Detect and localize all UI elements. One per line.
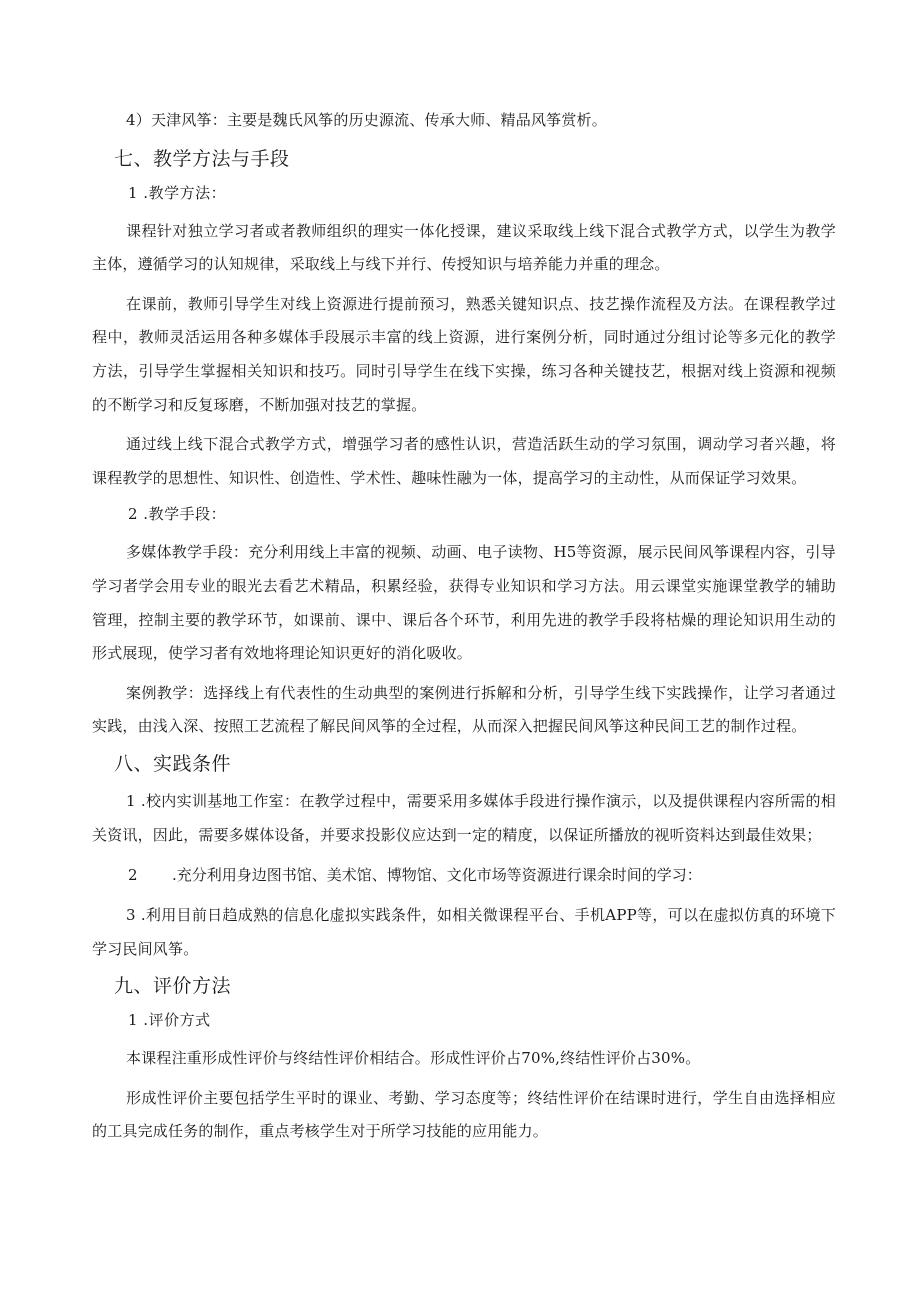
heading-practice-conditions: 八、实践条件 xyxy=(114,752,232,775)
paragraph-evaluation-detail: 形成性评价主要包括学生平时的课业、考勤、学习态度等；终结性评价在结课时进行，学生自由选择相应的工具完成任务的制作，重点考核学生对于所学习技能的应用能力。 xyxy=(92,1088,836,1141)
paragraph-evaluation-ratio: 本课程注重形成性评价与终结性评价相结合。形成性评价占70%,终结性评价占30%。 xyxy=(126,1049,701,1068)
paragraph-method-effect: 通过线上线下混合式教学方式，增强学习者的感性认识，营造活跃生动的学习氛围，调动学习者兴趣，将课程教学的思想性、知识性、创造性、学术性、趣味性融为一体，提高学习的主动性，从而保证学习效果。 xyxy=(92,435,836,487)
paragraph-practice-3: 3 .利用目前日趋成熟的信息化虚拟实践条件，如相关微课程平台、手机APP等，可以在虚拟仿真的环境下学习民间风筝。 xyxy=(92,906,836,958)
document-page xyxy=(92,104,836,1149)
practice-2-number: 2 xyxy=(128,866,138,885)
paragraph-multimedia-means: 多媒体教学手段：充分利用线上丰富的视频、动画、电子读物、H5等资源，展示民间风筝课程内容，引导学习者学会用专业的眼光去看艺术精品，积累经验，获得专业知识和学习方法。用云课堂实施课堂教学的辅助管理，控制主要的教学环节，如课前、课中、课后各个环节，利用先进的教学手段将枯燥的理论知识用生动的形式展现，使学习者有效地将理论知识更好的消化吸收。 xyxy=(92,543,836,663)
subheading-teaching-method: 1 .教学方法： xyxy=(128,183,227,202)
paragraph-tianjin-kite: 4）天津风筝：主要是魏氏风筝的历史源流、传承大师、精品风筝赏析。 xyxy=(126,111,607,129)
paragraph-method-overview: 课程针对独立学习者或者教师组织的理实一体化授课，建议采取线上线下混合式教学方式，以学生为教学主体，遵循学习的认知规律，采取线上与线下并行、传授知识与培养能力并重的理念。 xyxy=(92,221,836,274)
subheading-evaluation-mode: 1 .评价方式 xyxy=(128,1011,211,1030)
subheading-teaching-means: 2 .教学手段： xyxy=(128,505,227,524)
paragraph-practice-1: 1 .校内实训基地工作室：在教学过程中，需要采用多媒体手段进行操作演示，以及提供课程内容所需的相关资讯，因此，需要多媒体设备，并要求投影仪应达到一定的精度，以保证所播放的视听资料达到最佳效果； xyxy=(92,791,836,844)
paragraph-practice-2 xyxy=(92,862,836,888)
paragraph-case-teaching: 案例教学：选择线上有代表性的生动典型的案例进行拆解和分析，引导学生线下实践操作，让学习者通过实践，由浅入深、按照工艺流程了解民间风筝的全过程，从而深入把握民间风筝这种民间工艺的制作过程。 xyxy=(92,683,836,736)
practice-2-text: .充分利用身边图书馆、美术馆、博物馆、文化市场等资源进行课余时间的学习： xyxy=(172,866,702,885)
heading-evaluation-methods: 九、评价方法 xyxy=(114,975,232,998)
heading-teaching-methods: 七、教学方法与手段 xyxy=(114,147,290,170)
paragraph-method-process: 在课前，教师引导学生对线上资源进行提前预习，熟悉关键知识点、技艺操作流程及方法。在课程教学过程中，教师灵活运用各种多媒体手段展示丰富的线上资源，进行案例分析，同时通过分组讨论等多元化的教学方法，引导学生掌握相关知识和技巧。同时引导学生在线下实操，练习各种关键技艺，根据对线上资源和视频的不断学习和反复琢磨，不断加强对技艺的掌握。 xyxy=(92,294,836,414)
